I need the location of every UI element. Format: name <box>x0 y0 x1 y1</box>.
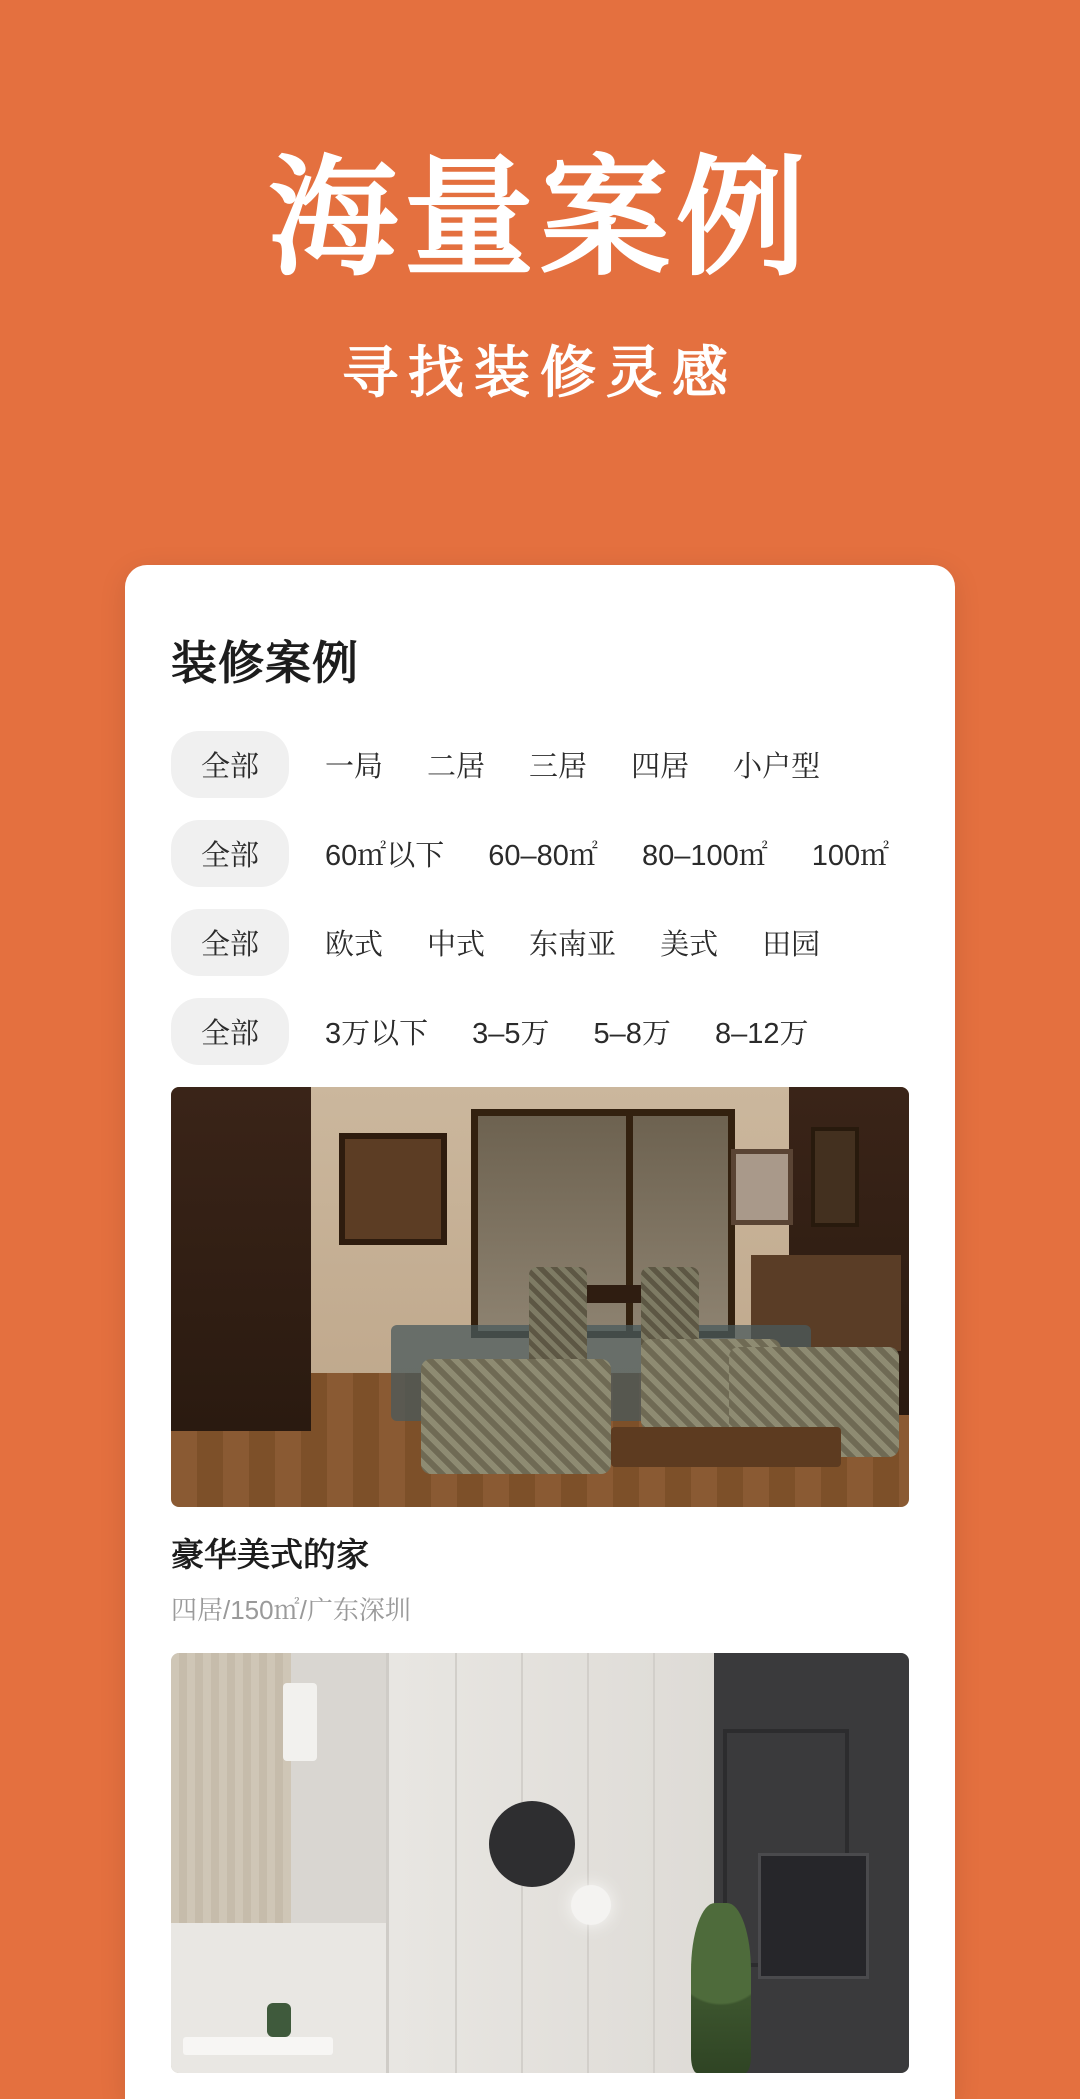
filter-all-style[interactable]: 全部 <box>171 909 289 976</box>
filter-item-area-1[interactable]: 60㎡以下 <box>325 840 445 872</box>
filter-all-room-count[interactable]: 全部 <box>171 731 289 798</box>
case-title: 豪华美式的家 <box>171 1536 369 1573</box>
case-meta: 四居/150㎡/广东深圳 <box>171 1595 411 1625</box>
filter-item-room-5[interactable]: 小户型 <box>733 751 821 783</box>
case-list <box>171 1087 909 2073</box>
filter-item-style-2[interactable]: 中式 <box>427 929 486 961</box>
page-subtitle: 寻找装修灵感 <box>342 340 738 404</box>
filter-item-area-4[interactable]: 100㎡ <box>811 840 890 872</box>
filter-row-room-count <box>171 731 909 798</box>
list-item[interactable] <box>171 1653 909 2073</box>
filter-all-budget[interactable]: 全部 <box>171 998 289 1065</box>
case-card <box>125 565 955 2099</box>
filter-item-style-5[interactable]: 田园 <box>762 929 821 961</box>
filter-item-style-4[interactable]: 美式 <box>660 929 719 961</box>
section-title: 装修案例 <box>171 637 359 689</box>
filter-item-budget-3[interactable]: 5–8万 <box>593 1018 671 1050</box>
filter-row-style <box>171 909 909 976</box>
filter-item-room-3[interactable]: 三居 <box>529 751 588 783</box>
case-photo-1[interactable] <box>171 1087 909 1507</box>
filter-item-budget-1[interactable]: 3万以下 <box>325 1018 429 1050</box>
page-title: 海量案例 <box>267 145 812 291</box>
filter-item-style-1[interactable]: 欧式 <box>325 929 384 961</box>
filter-item-area-2[interactable]: 60–80㎡ <box>488 840 598 872</box>
filter-item-room-1[interactable]: 一局 <box>325 751 384 783</box>
filter-item-budget-4[interactable]: 8–12万 <box>714 1018 809 1050</box>
hero-section <box>0 0 1080 409</box>
filter-item-style-3[interactable]: 东南亚 <box>529 929 617 961</box>
filter-row-area <box>171 820 909 887</box>
filter-row-budget <box>171 998 909 1065</box>
filter-item-budget-2[interactable]: 3–5万 <box>472 1018 550 1050</box>
case-photo-2[interactable] <box>171 1653 909 2073</box>
filter-item-room-2[interactable]: 二居 <box>427 751 486 783</box>
filter-all-area[interactable]: 全部 <box>171 820 289 887</box>
filter-item-area-3[interactable]: 80–100㎡ <box>641 840 768 872</box>
list-item[interactable] <box>171 1087 909 1627</box>
filter-item-room-4[interactable]: 四居 <box>631 751 690 783</box>
